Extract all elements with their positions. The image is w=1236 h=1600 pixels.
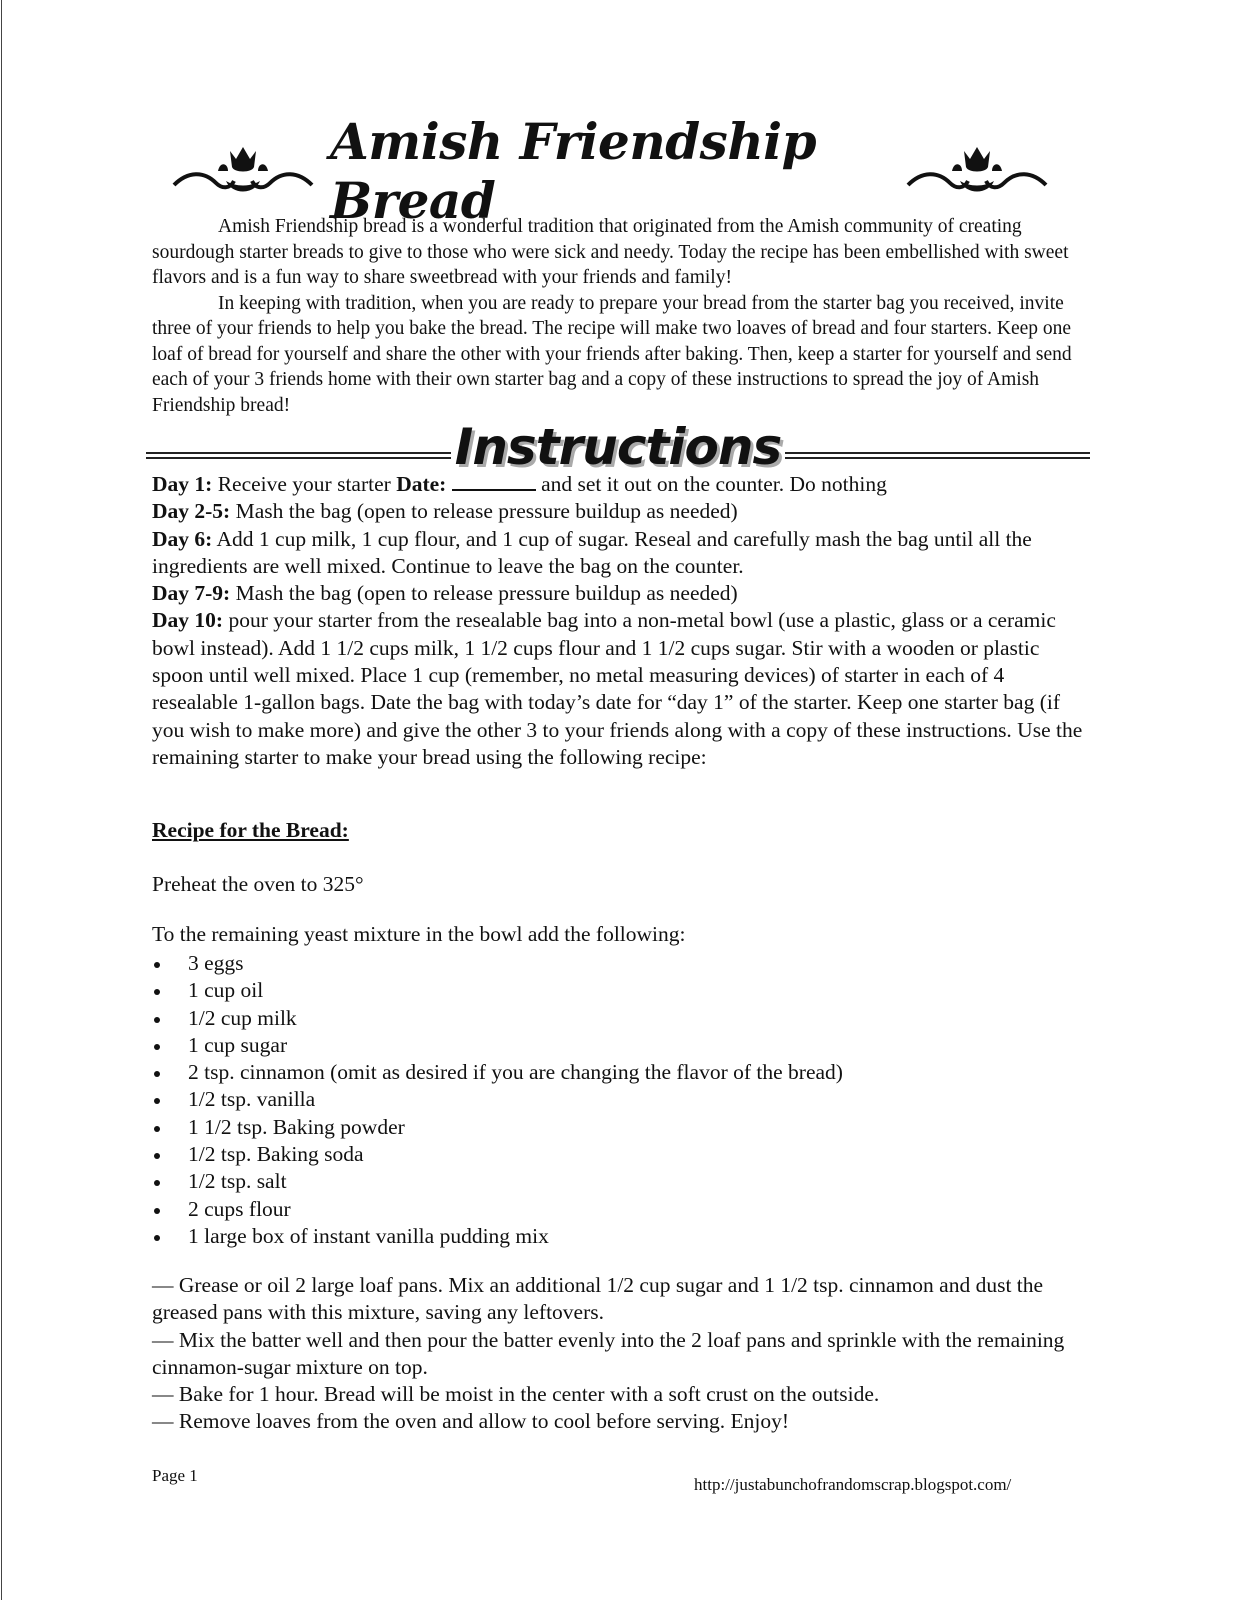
- list-item: 1 cup oil: [152, 977, 843, 1004]
- recipe-heading: Recipe for the Bread:: [152, 818, 349, 842]
- day-label: Day 7-9:: [152, 581, 231, 606]
- day-text: Mash the bag (open to release pressure buildup as needed): [230, 581, 738, 606]
- list-item: 1/2 tsp. vanilla: [152, 1086, 843, 1113]
- tulip-ornament-right-icon: [904, 141, 1050, 201]
- intro-paragraph: Amish Friendship bread is a wonderful tradition that originated from the Amish community of creating sourdough starter breads to give to those who were sick and needy. Today the recipe has been embellished with sweet flavors and is a fun way to share sweetbread with your friends and family!: [152, 216, 1069, 288]
- day-text: pour your starter from the resealable bag into a non-metal bowl (use a plastic, glass or a ceramic bowl instead). Add 1 1/2 cups milk, 1 1/2 cups flour and 1 1/2 cups sugar. Stir with a wooden or plastic spoon until well mixed. Place 1 cup (remember, no metal measuring devices) of starter in each of 4 resealable 1-gallon bags. Date the bag with today’s date for “day 1” of the starter. Keep one starter bag (if you wish to make more) and give the other 3 to your friends along with a copy of these instructions. Use the remaining starter to make your bread using the following recipe:: [152, 608, 1083, 769]
- day-item: [152, 498, 1092, 525]
- step-item: — Mix the batter well and then pour the batter evenly into the 2 loaf pans and sprinkle with the remaining cinnamon-sugar mixture on top.: [152, 1327, 1065, 1379]
- list-item: 1/2 tsp. Baking soda: [152, 1141, 843, 1168]
- page-number: Page 1: [152, 1466, 198, 1485]
- day-label: Day 6:: [152, 526, 213, 551]
- footer-url: http://justabunchofrandomscrap.blogspot.com/: [694, 1475, 1012, 1494]
- list-item: 3 eggs: [152, 950, 843, 977]
- ingredient-list: [152, 950, 843, 1250]
- day-instructions: [152, 469, 1092, 771]
- list-item: 1 1/2 tsp. Baking powder: [152, 1114, 843, 1141]
- list-item: 1 large box of instant vanilla pudding mix: [152, 1223, 843, 1250]
- day-item: [152, 580, 1092, 607]
- day-label: Day 1:: [152, 472, 213, 496]
- intro-paragraph: In keeping with tradition, when you are ready to prepare your bread from the starter bag you received, invite three of your friends to help you bake the bread. The recipe will make two loaves of bread and four starters. Keep one loaf of bread for yourself and share the other with your friends after baking. Then, keep a starter for yourself and send each of your 3 friends home with their own starter bag and a copy of these instructions to spread the joy of Amish Friendship bread!: [152, 292, 1072, 416]
- step-item: — Bake for 1 hour. Bread will be moist in the center with a soft crust on the outside.: [152, 1382, 880, 1407]
- page-edge-line: [1, 0, 2, 1600]
- title-banner: [170, 112, 1050, 230]
- ingredients-intro: To the remaining yeast mixture in the bowl add the following:: [152, 922, 686, 946]
- page-title: Amish Friendship Bread: [330, 112, 817, 230]
- list-item: 2 tsp. cinnamon (omit as desired if you are changing the flavor of the bread): [152, 1059, 843, 1086]
- list-item: 1/2 tsp. salt: [152, 1168, 843, 1195]
- day-item: [152, 469, 1092, 498]
- day-text: and set it out on the counter. Do nothing: [535, 472, 887, 496]
- day-label: Day 2-5:: [152, 499, 231, 524]
- tulip-ornament-left-icon: [170, 141, 316, 201]
- instructions-heading: Instructions: [451, 418, 786, 476]
- step-item: — Grease or oil 2 large loaf pans. Mix an additional 1/2 cup sugar and 1 1/2 tsp. cinnamon and dust the greased pans with this mixture, saving any leftovers.: [152, 1273, 1044, 1325]
- date-blank-line: [452, 469, 536, 491]
- day-label: Day 10:: [152, 608, 224, 633]
- list-item: 1 cup sugar: [152, 1032, 843, 1059]
- list-item: 2 cups flour: [152, 1196, 843, 1223]
- date-label: Date:: [396, 472, 447, 496]
- baking-steps: [152, 1272, 1092, 1436]
- step-item: — Remove loaves from the oven and allow to cool before serving. Enjoy!: [152, 1409, 790, 1434]
- list-item: 1/2 cup milk: [152, 1005, 843, 1032]
- intro-section: [152, 214, 1082, 418]
- day-item: [152, 607, 1092, 771]
- day-item: [152, 526, 1092, 581]
- day-text: Receive your starter: [212, 472, 397, 496]
- preheat-text: Preheat the oven to 325°: [152, 872, 364, 896]
- day-text: Add 1 cup milk, 1 cup flour, and 1 cup of sugar. Reseal and carefully mash the bag until all the ingredients are well mixed. Continue to leave the bag on the counter.: [152, 526, 1032, 578]
- day-text: Mash the bag (open to release pressure buildup as needed): [230, 499, 738, 524]
